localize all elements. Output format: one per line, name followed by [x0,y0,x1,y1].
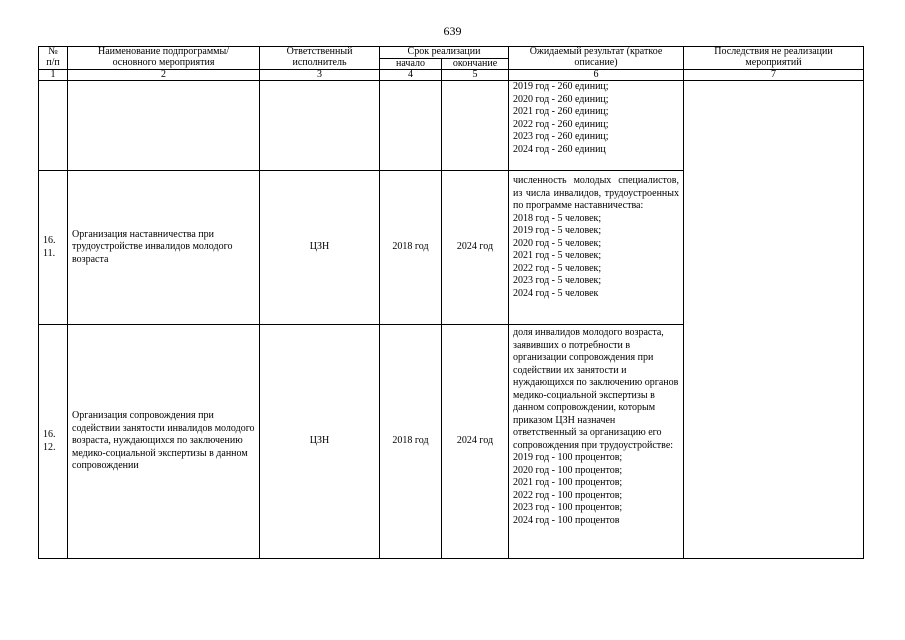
result-line: 2020 год - 100 процентов; [513,464,623,476]
column-number: 5 [442,70,509,81]
result-intro: численность молодых специалистов, из числа инвалидов, трудоустроенных по программе наставничества: [513,175,679,211]
result-line: 2021 год - 260 единиц; [513,106,609,117]
row-name: Организация наставничества при трудоустройстве инвалидов молодого возраста [68,171,260,325]
program-table [38,46,864,559]
consequences-cell [684,81,864,559]
column-number: 2 [68,70,260,81]
row-number: 16. 11. [39,171,68,325]
row-start: 2018 год [380,325,442,559]
continuation-num-cell [39,81,68,171]
header-executor [260,47,380,70]
row-executor: ЦЗН [260,325,380,559]
result-line: 2020 год - 5 человек; [513,237,602,249]
header-result-line1: Ожидаемый результат (краткое [529,46,663,57]
result-line: 2024 год - 260 единиц [513,143,606,155]
header-num-line1: № [48,46,58,57]
header-row-1 [39,47,864,59]
header-name-line2: основного мероприятия [112,56,215,68]
result-line: 2021 год - 100 процентов; [513,477,623,488]
row-end: 2024 год [442,171,509,325]
continuation-result-cell [509,81,684,171]
continuation-executor-cell [260,81,380,171]
result-line: 2022 год - 260 единиц; [513,118,609,130]
result-line: 2024 год - 5 человек [513,287,599,299]
result-line: 2019 год - 260 единиц; [513,81,609,92]
header-num [39,47,68,70]
row-name: Организация сопровождения при содействии занятости инвалидов молодого возраста, нуждающихся по заключению медико-социальной экспертизы в данном сопровождении [68,325,260,559]
header-consequences [684,47,864,70]
row-number: 16. 12. [39,325,68,559]
result-line: 2023 год - 100 процентов; [513,502,623,513]
result-line: 2021 год - 5 человек; [513,250,602,261]
result-line: 2023 год - 260 единиц; [513,131,609,142]
column-number: 7 [684,70,864,81]
header-executor-line2: исполнитель [292,56,347,68]
column-number: 1 [39,70,68,81]
continuation-start-cell [380,81,442,171]
result-intro: доля инвалидов молодого возраста, заявивших о потребности в организации сопровождения при содействии их занятости и нуждающихся по заключению органов медико-социальной экспертизы в данном сопровождении, которым приказом ЦЗН назначен ответственный за организацию его сопровождения при трудоустройстве: [513,327,679,451]
continuation-name-cell [68,81,260,171]
result-line: 2019 год - 100 процентов; [513,452,623,463]
result-line: 2018 год - 5 человек; [513,212,602,224]
header-name-line1: Наименование подпрограммы/ [98,46,229,57]
header-name [68,47,260,70]
row-result [509,325,684,559]
result-line: 2019 год - 5 человек; [513,225,602,236]
column-number: 3 [260,70,380,81]
header-end: окончание [442,58,509,70]
header-term: Срок реализации [380,47,509,59]
result-line: 2022 год - 100 процентов; [513,489,623,501]
page-number: 639 [443,24,462,38]
row-end: 2024 год [442,325,509,559]
header-start: начало [380,58,442,70]
column-number: 6 [509,70,684,81]
header-result [509,47,684,70]
header-num-line2: п/п [46,56,60,68]
result-line: 2024 год - 100 процентов [513,514,620,526]
result-line: 2020 год - 260 единиц; [513,93,609,105]
row-start: 2018 год [380,171,442,325]
row-executor: ЦЗН [260,171,380,325]
result-line: 2022 год - 5 человек; [513,262,602,274]
continuation-row [39,81,864,171]
column-number-row [39,70,864,81]
continuation-end-cell [442,81,509,171]
header-consequences-line1: Последствия не реализации [714,46,833,57]
column-number: 4 [380,70,442,81]
row-result [509,171,684,325]
header-consequences-line2: мероприятий [745,56,802,68]
header-result-line2: описание) [574,56,618,68]
header-executor-line1: Ответственный [286,46,353,57]
result-line: 2023 год - 5 человек; [513,275,602,286]
